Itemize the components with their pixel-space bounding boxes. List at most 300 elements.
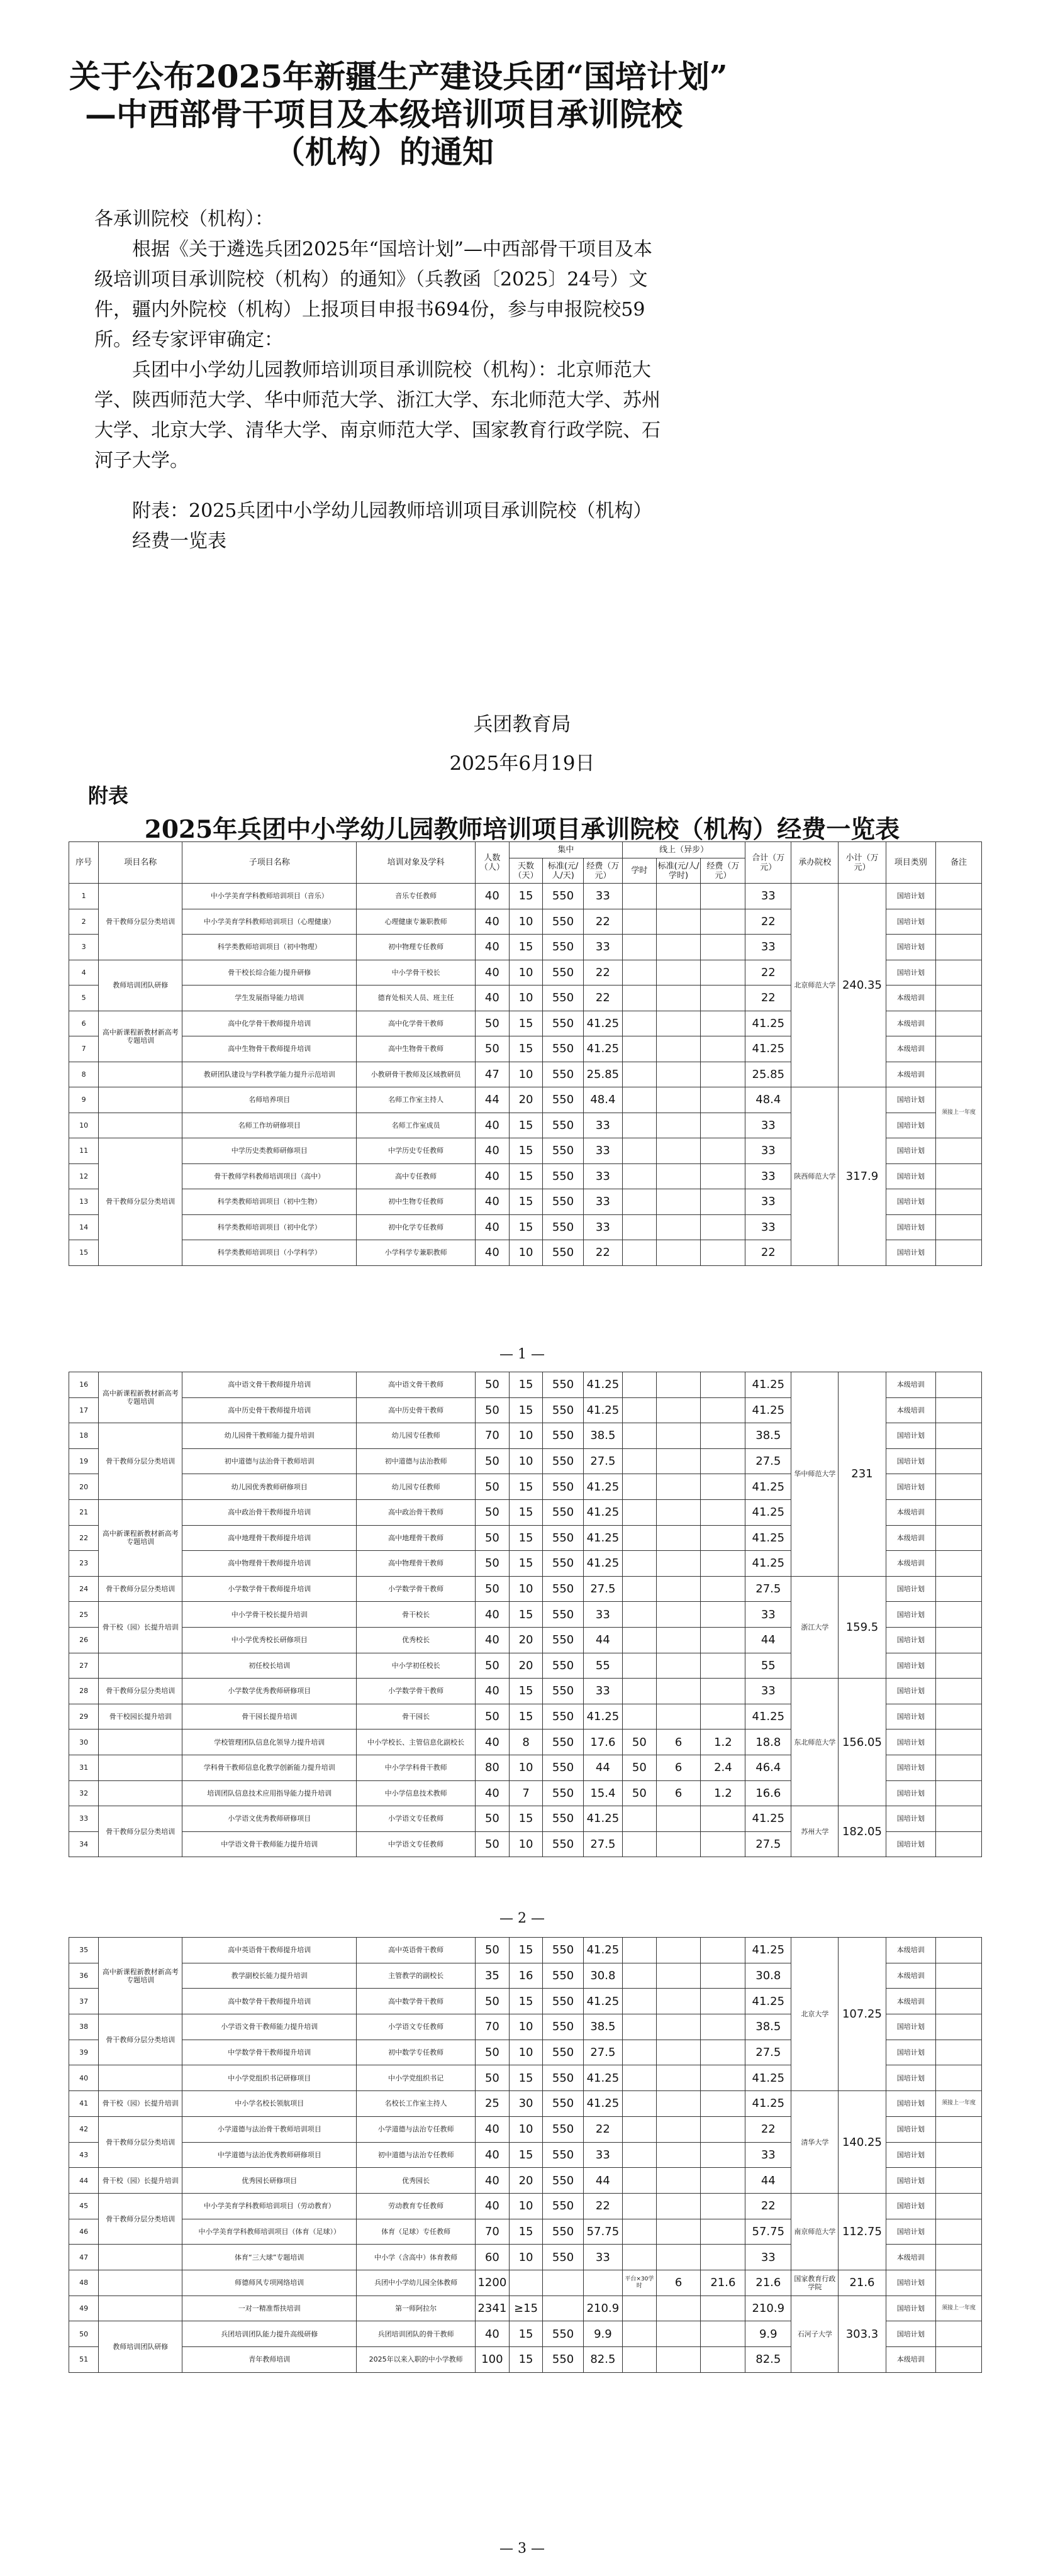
online-hours	[623, 1679, 657, 1704]
row-number: 33	[69, 1806, 99, 1832]
online-standard	[656, 2347, 701, 2373]
sub-project-name: 中小学骨干校长提升培训	[182, 1602, 357, 1628]
online-cost	[701, 935, 745, 960]
sub-project-name: 教研团队建设与学科教学能力提升示范培训	[182, 1062, 357, 1087]
host-school: 浙江大学	[791, 1576, 839, 1678]
people-count: 44	[476, 1087, 510, 1113]
fee-table-body-2	[69, 1372, 982, 1857]
online-standard	[656, 909, 701, 935]
days: 10	[509, 909, 543, 935]
project-category: 本级培训	[886, 2347, 935, 2373]
days: 10	[509, 2245, 543, 2270]
online-standard	[656, 2321, 701, 2347]
header-target: 培训对象及学科	[357, 842, 476, 884]
project-category: 国培计划	[886, 1729, 935, 1755]
cost: 41.25	[583, 1397, 622, 1423]
total: 210.9	[745, 2296, 791, 2321]
total: 22	[745, 985, 791, 1011]
total: 30.8	[745, 1963, 791, 1989]
online-cost	[701, 1113, 745, 1138]
row-number: 17	[69, 1397, 99, 1423]
days: 15	[509, 884, 543, 909]
total: 41.25	[745, 1704, 791, 1729]
cost: 33	[583, 935, 622, 960]
header-people: 人数（人）	[476, 842, 510, 884]
standard: 550	[543, 2091, 583, 2117]
cost: 38.5	[583, 2014, 622, 2040]
remark	[935, 2116, 981, 2142]
project-category: 国培计划	[886, 2270, 935, 2296]
standard: 550	[543, 935, 583, 960]
row-number: 18	[69, 1423, 99, 1449]
cost: 9.9	[583, 2321, 622, 2347]
total: 41.25	[745, 1525, 791, 1551]
training-target: 高中政治骨干教师	[357, 1499, 476, 1525]
paragraph-2: 兵团中小学幼儿园教师培训项目承训院校（机构）：北京师范大学、陕西师范大学、华中师范大学、浙江大学、东北师范大学、苏州大学、北京大学、清华大学、南京师范大学、国家教育行政学院、石河子大学。	[94, 359, 661, 472]
remark	[935, 1474, 981, 1500]
people-count: 40	[476, 2116, 510, 2142]
project-name: 骨干教师分层分类培训	[99, 2116, 182, 2167]
project-name	[99, 1113, 182, 1138]
people-count: 40	[476, 2142, 510, 2168]
cost: 41.25	[583, 1372, 622, 1398]
header-days: 天数（天）	[509, 858, 543, 884]
online-standard	[656, 1397, 701, 1423]
online-cost	[701, 884, 745, 909]
remark	[935, 1755, 981, 1780]
people-count: 40	[476, 884, 510, 909]
training-target: 中学历史专任教师	[357, 1138, 476, 1164]
training-target: 骨干校长	[357, 1602, 476, 1628]
table-row	[69, 2091, 982, 2117]
cost: 44	[583, 2168, 622, 2194]
total: 41.25	[745, 1036, 791, 1062]
sub-project-name: 高中语文骨干教师提升培训	[182, 1372, 357, 1398]
standard: 550	[543, 1551, 583, 1577]
total: 33	[745, 2245, 791, 2270]
days: 15	[509, 1806, 543, 1832]
sub-project-name: 优秀园长研修项目	[182, 2168, 357, 2194]
online-standard	[656, 1963, 701, 1989]
cost: 44	[583, 1755, 622, 1780]
project-category: 国培计划	[886, 2116, 935, 2142]
training-target: 高中生物骨干教师	[357, 1036, 476, 1062]
paragraph-1: 根据《关于遴选兵团2025年“国培计划”—中西部骨干项目及本级培训项目承训院校（机构）的通知》（兵教函〔2025〕24号）文件，疆内外院校（机构）上报项目申报书694份，参与申报院校59所。经专家评审确定：	[94, 238, 653, 351]
online-cost	[701, 1963, 745, 1989]
remark	[935, 1627, 981, 1653]
remark	[935, 960, 981, 985]
online-hours	[623, 1551, 657, 1577]
row-number: 31	[69, 1755, 99, 1780]
project-category: 国培计划	[886, 884, 935, 909]
total: 33	[745, 1163, 791, 1189]
table-row	[69, 1372, 982, 1398]
training-target: 高中化学骨干教师	[357, 1011, 476, 1036]
standard: 550	[543, 1474, 583, 1500]
remark	[935, 1240, 981, 1266]
project-name: 骨干教师分层分类培训	[99, 2014, 182, 2065]
project-category: 国培计划	[886, 909, 935, 935]
remark	[935, 2245, 981, 2270]
standard: 550	[543, 2347, 583, 2373]
days: 20	[509, 1087, 543, 1113]
cost: 57.75	[583, 2219, 622, 2245]
remark	[935, 1397, 981, 1423]
total: 41.25	[745, 1474, 791, 1500]
row-number: 15	[69, 1240, 99, 1266]
people-count: 50	[476, 1989, 510, 2014]
project-category: 国培计划	[886, 1679, 935, 1704]
standard: 550	[543, 1163, 583, 1189]
project-name	[99, 2245, 182, 2270]
online-cost	[701, 1448, 745, 1474]
sub-project-name: 科学类教师培训项目（初中化学）	[182, 1214, 357, 1240]
project-name: 高中新课程新教材新高考专题培训	[99, 1011, 182, 1062]
row-number: 1	[69, 884, 99, 909]
online-cost	[701, 2065, 745, 2091]
online-cost	[701, 1551, 745, 1577]
people-count: 40	[476, 1189, 510, 1215]
days: 15	[509, 1602, 543, 1628]
project-name: 骨干教师分层分类培训	[99, 1138, 182, 1266]
days: 10	[509, 1755, 543, 1780]
online-hours	[623, 960, 657, 985]
standard: 550	[543, 1189, 583, 1215]
people-count: 40	[476, 1780, 510, 1806]
sub-project-name: 小学数学骨干教师提升培训	[182, 1576, 357, 1602]
sub-project-name: 学校管理团队信息化领导力提升培训	[182, 1729, 357, 1755]
remark	[935, 909, 981, 935]
standard: 550	[543, 1138, 583, 1164]
training-target: 名师工作室成员	[357, 1113, 476, 1138]
standard: 550	[543, 1627, 583, 1653]
standard: 550	[543, 985, 583, 1011]
remark	[935, 1780, 981, 1806]
sub-project-name: 小学语文优秀教师研修项目	[182, 1806, 357, 1832]
people-count: 50	[476, 1011, 510, 1036]
days: 10	[509, 1240, 543, 1266]
project-category: 本级培训	[886, 1989, 935, 2014]
standard: 550	[543, 1525, 583, 1551]
table-row	[69, 1806, 982, 1832]
subtotal: 107.25	[839, 1938, 886, 2091]
days: 15	[509, 1989, 543, 2014]
header-subtotal: 小计（万元）	[839, 842, 886, 884]
project-name: 骨干校（园）长提升培训	[99, 1602, 182, 1653]
total: 41.25	[745, 2091, 791, 2117]
project-category: 本级培训	[886, 1551, 935, 1577]
total: 16.6	[745, 1780, 791, 1806]
cost: 38.5	[583, 1423, 622, 1449]
online-cost: 1.2	[701, 1780, 745, 1806]
host-school: 北京师范大学	[791, 884, 839, 1087]
people-count: 40	[476, 985, 510, 1011]
online-cost	[701, 985, 745, 1011]
standard: 550	[543, 1602, 583, 1628]
total: 41.25	[745, 1499, 791, 1525]
table-row	[69, 884, 982, 909]
sub-project-name: 学科骨干教师信息化教学创新能力提升培训	[182, 1755, 357, 1780]
online-cost	[701, 1679, 745, 1704]
row-number: 47	[69, 2245, 99, 2270]
header-concentrated: 集中	[509, 842, 622, 858]
project-category: 国培计划	[886, 1627, 935, 1653]
host-school: 清华大学	[791, 2091, 839, 2194]
project-category: 国培计划	[886, 1240, 935, 1266]
sub-project-name: 名师培养项目	[182, 1087, 357, 1113]
remark	[935, 2321, 981, 2347]
cost: 41.25	[583, 1551, 622, 1577]
title-line-1: 关于公布2025年新疆生产建设兵团“国培计划”	[69, 58, 728, 95]
online-standard: 6	[656, 2270, 701, 2296]
online-standard	[656, 1214, 701, 1240]
standard: 550	[543, 960, 583, 985]
people-count: 50	[476, 1397, 510, 1423]
training-target: 高中英语骨干教师	[357, 1938, 476, 1963]
online-cost	[701, 1474, 745, 1500]
online-hours	[623, 1499, 657, 1525]
cost: 27.5	[583, 2040, 622, 2065]
standard: 550	[543, 2193, 583, 2219]
sub-project-name: 小学数学优秀教师研修项目	[182, 1679, 357, 1704]
days: 15	[509, 1525, 543, 1551]
cost: 33	[583, 1602, 622, 1628]
host-school: 国家教育行政学院	[791, 2270, 839, 2296]
project-category: 本级培训	[886, 1499, 935, 1525]
online-cost	[701, 1627, 745, 1653]
total: 33	[745, 1189, 791, 1215]
remark	[935, 2065, 981, 2091]
row-number: 8	[69, 1062, 99, 1087]
training-target: 小学数学骨干教师	[357, 1576, 476, 1602]
online-cost	[701, 2219, 745, 2245]
training-target: 音乐专任教师	[357, 884, 476, 909]
online-standard	[656, 1653, 701, 1679]
online-hours	[623, 1163, 657, 1189]
row-number: 25	[69, 1602, 99, 1628]
page-number-2: — 2 —	[499, 1911, 545, 1926]
online-standard	[656, 1240, 701, 1266]
days: 10	[509, 1448, 543, 1474]
standard: 550	[543, 1679, 583, 1704]
total: 27.5	[745, 1448, 791, 1474]
training-target: 心理健康专兼职教师	[357, 909, 476, 935]
total: 41.25	[745, 1989, 791, 2014]
cost: 48.4	[583, 1087, 622, 1113]
training-target: 体育（足球）专任教师	[357, 2219, 476, 2245]
row-number: 35	[69, 1938, 99, 1963]
sub-project-name: 中小学美育学科教师培训项目（音乐）	[182, 884, 357, 909]
days: 15	[509, 2065, 543, 2091]
people-count: 50	[476, 2040, 510, 2065]
people-count: 50	[476, 1938, 510, 1963]
table-row	[69, 1938, 982, 1963]
sub-project-name: 中小学美育学科教师培训项目（体育（足球））	[182, 2219, 357, 2245]
days: 15	[509, 1113, 543, 1138]
remark	[935, 1525, 981, 1551]
standard: 550	[543, 2321, 583, 2347]
cost: 27.5	[583, 1576, 622, 1602]
training-target: 小学语文专任教师	[357, 1806, 476, 1832]
row-number: 21	[69, 1499, 99, 1525]
online-standard	[656, 1499, 701, 1525]
online-standard	[656, 1062, 701, 1087]
remark	[935, 985, 981, 1011]
training-target: 优秀校长	[357, 1627, 476, 1653]
people-count: 50	[476, 1448, 510, 1474]
project-category: 国培计划	[886, 2014, 935, 2040]
subtotal: 317.9	[839, 1087, 886, 1266]
sub-project-name: 名师工作坊研修项目	[182, 1113, 357, 1138]
project-category: 国培计划	[886, 1214, 935, 1240]
header-school: 承办院校	[791, 842, 839, 884]
online-hours	[623, 2347, 657, 2373]
project-category: 国培计划	[886, 1576, 935, 1602]
standard: 550	[543, 2245, 583, 2270]
training-target: 第一师阿拉尔	[357, 2296, 476, 2321]
sub-project-name: 小学语文骨干教师能力提升培训	[182, 2014, 357, 2040]
row-number: 13	[69, 1189, 99, 1215]
online-hours: 50	[623, 1755, 657, 1780]
sub-project-name: 中学数学骨干教师提升培训	[182, 2040, 357, 2065]
row-number: 30	[69, 1729, 99, 1755]
remark	[935, 2142, 981, 2168]
project-category: 国培计划	[886, 1831, 935, 1857]
subtotal: 182.05	[839, 1806, 886, 1857]
total: 33	[745, 884, 791, 909]
row-number: 51	[69, 2347, 99, 2373]
remark	[935, 2040, 981, 2065]
total: 33	[745, 2142, 791, 2168]
online-cost	[701, 2245, 745, 2270]
training-target: 中学语文专任教师	[357, 1831, 476, 1857]
online-hours	[623, 1963, 657, 1989]
total: 33	[745, 1113, 791, 1138]
online-cost	[701, 1831, 745, 1857]
online-standard	[656, 1627, 701, 1653]
sub-project-name: 高中数学骨干教师提升培训	[182, 1989, 357, 2014]
notice-body	[94, 204, 661, 557]
fee-table-page-2	[69, 1372, 982, 1857]
project-name: 高中新课程新教材新高考专题培训	[99, 1499, 182, 1576]
people-count: 50	[476, 1806, 510, 1832]
days: 15	[509, 1163, 543, 1189]
cost: 33	[583, 2245, 622, 2270]
online-standard	[656, 1704, 701, 1729]
project-category: 本级培训	[886, 1011, 935, 1036]
row-number: 50	[69, 2321, 99, 2347]
training-target: 高中地理骨干教师	[357, 1525, 476, 1551]
table-row	[69, 1679, 982, 1704]
people-count: 70	[476, 2014, 510, 2040]
project-name	[99, 1653, 182, 1679]
project-category: 国培计划	[886, 1474, 935, 1500]
online-hours	[623, 2219, 657, 2245]
project-name	[99, 1780, 182, 1806]
total: 22	[745, 2193, 791, 2219]
project-category: 国培计划	[886, 1755, 935, 1780]
training-target: 初中数学专任教师	[357, 2040, 476, 2065]
standard: 550	[543, 1240, 583, 1266]
total: 41.25	[745, 1372, 791, 1398]
online-cost	[701, 2040, 745, 2065]
days: 10	[509, 2014, 543, 2040]
standard: 550	[543, 2065, 583, 2091]
sub-project-name: 培训团队信息技术应用指导能力提升培训	[182, 1780, 357, 1806]
subtotal: 240.35	[839, 884, 886, 1087]
online-cost	[701, 1499, 745, 1525]
online-hours	[623, 1011, 657, 1036]
days: 20	[509, 1653, 543, 1679]
online-hours: 平台×30学时	[623, 2270, 657, 2296]
project-name: 骨干校园长提升培训	[99, 1704, 182, 1729]
days: 15	[509, 1214, 543, 1240]
project-category: 国培计划	[886, 1113, 935, 1138]
days: 15	[509, 2321, 543, 2347]
project-category: 本级培训	[886, 2245, 935, 2270]
days: 8	[509, 1729, 543, 1755]
online-cost	[701, 2347, 745, 2373]
online-standard	[656, 2168, 701, 2194]
sub-project-name: 科学类教师培训项目（小学科学）	[182, 1240, 357, 1266]
days: 10	[509, 1062, 543, 1087]
cost: 41.25	[583, 1499, 622, 1525]
online-hours	[623, 1240, 657, 1266]
total: 27.5	[745, 1576, 791, 1602]
title-line-2: —中西部骨干项目及本级培训项目承训院校	[85, 96, 683, 133]
row-number: 43	[69, 2142, 99, 2168]
training-target: 小学道德与法治专任教师	[357, 2116, 476, 2142]
table-row	[69, 2193, 982, 2219]
online-cost	[701, 1397, 745, 1423]
online-standard	[656, 1602, 701, 1628]
online-standard	[656, 1806, 701, 1832]
project-category: 国培计划	[886, 2296, 935, 2321]
days: 15	[509, 2347, 543, 2373]
header-cost: 经费（万元）	[583, 858, 622, 884]
row-number: 40	[69, 2065, 99, 2091]
remark	[935, 1551, 981, 1577]
project-category: 本级培训	[886, 1397, 935, 1423]
fee-table-page-3	[69, 1937, 982, 2373]
remark: 须接上一年度	[935, 2296, 981, 2321]
row-number: 22	[69, 1525, 99, 1551]
remark	[935, 1499, 981, 1525]
online-standard	[656, 2040, 701, 2065]
people-count: 40	[476, 1729, 510, 1755]
days: 15	[509, 1189, 543, 1215]
online-standard	[656, 1113, 701, 1138]
cost: 27.5	[583, 1448, 622, 1474]
header-online: 线上（异步）	[623, 842, 745, 858]
row-number: 49	[69, 2296, 99, 2321]
project-category: 国培计划	[886, 2168, 935, 2194]
project-name: 高中新课程新教材新高考专题培训	[99, 1372, 182, 1423]
total: 44	[745, 2168, 791, 2194]
remark	[935, 1602, 981, 1628]
online-hours	[623, 1474, 657, 1500]
total: 55	[745, 1653, 791, 1679]
total: 21.6	[745, 2270, 791, 2296]
online-cost	[701, 909, 745, 935]
online-hours	[623, 2245, 657, 2270]
sub-project-name: 体育“三大球”专题培训	[182, 2245, 357, 2270]
remark	[935, 2193, 981, 2219]
online-hours	[623, 2040, 657, 2065]
host-school: 陕西师范大学	[791, 1087, 839, 1266]
row-number: 19	[69, 1448, 99, 1474]
total: 46.4	[745, 1755, 791, 1780]
